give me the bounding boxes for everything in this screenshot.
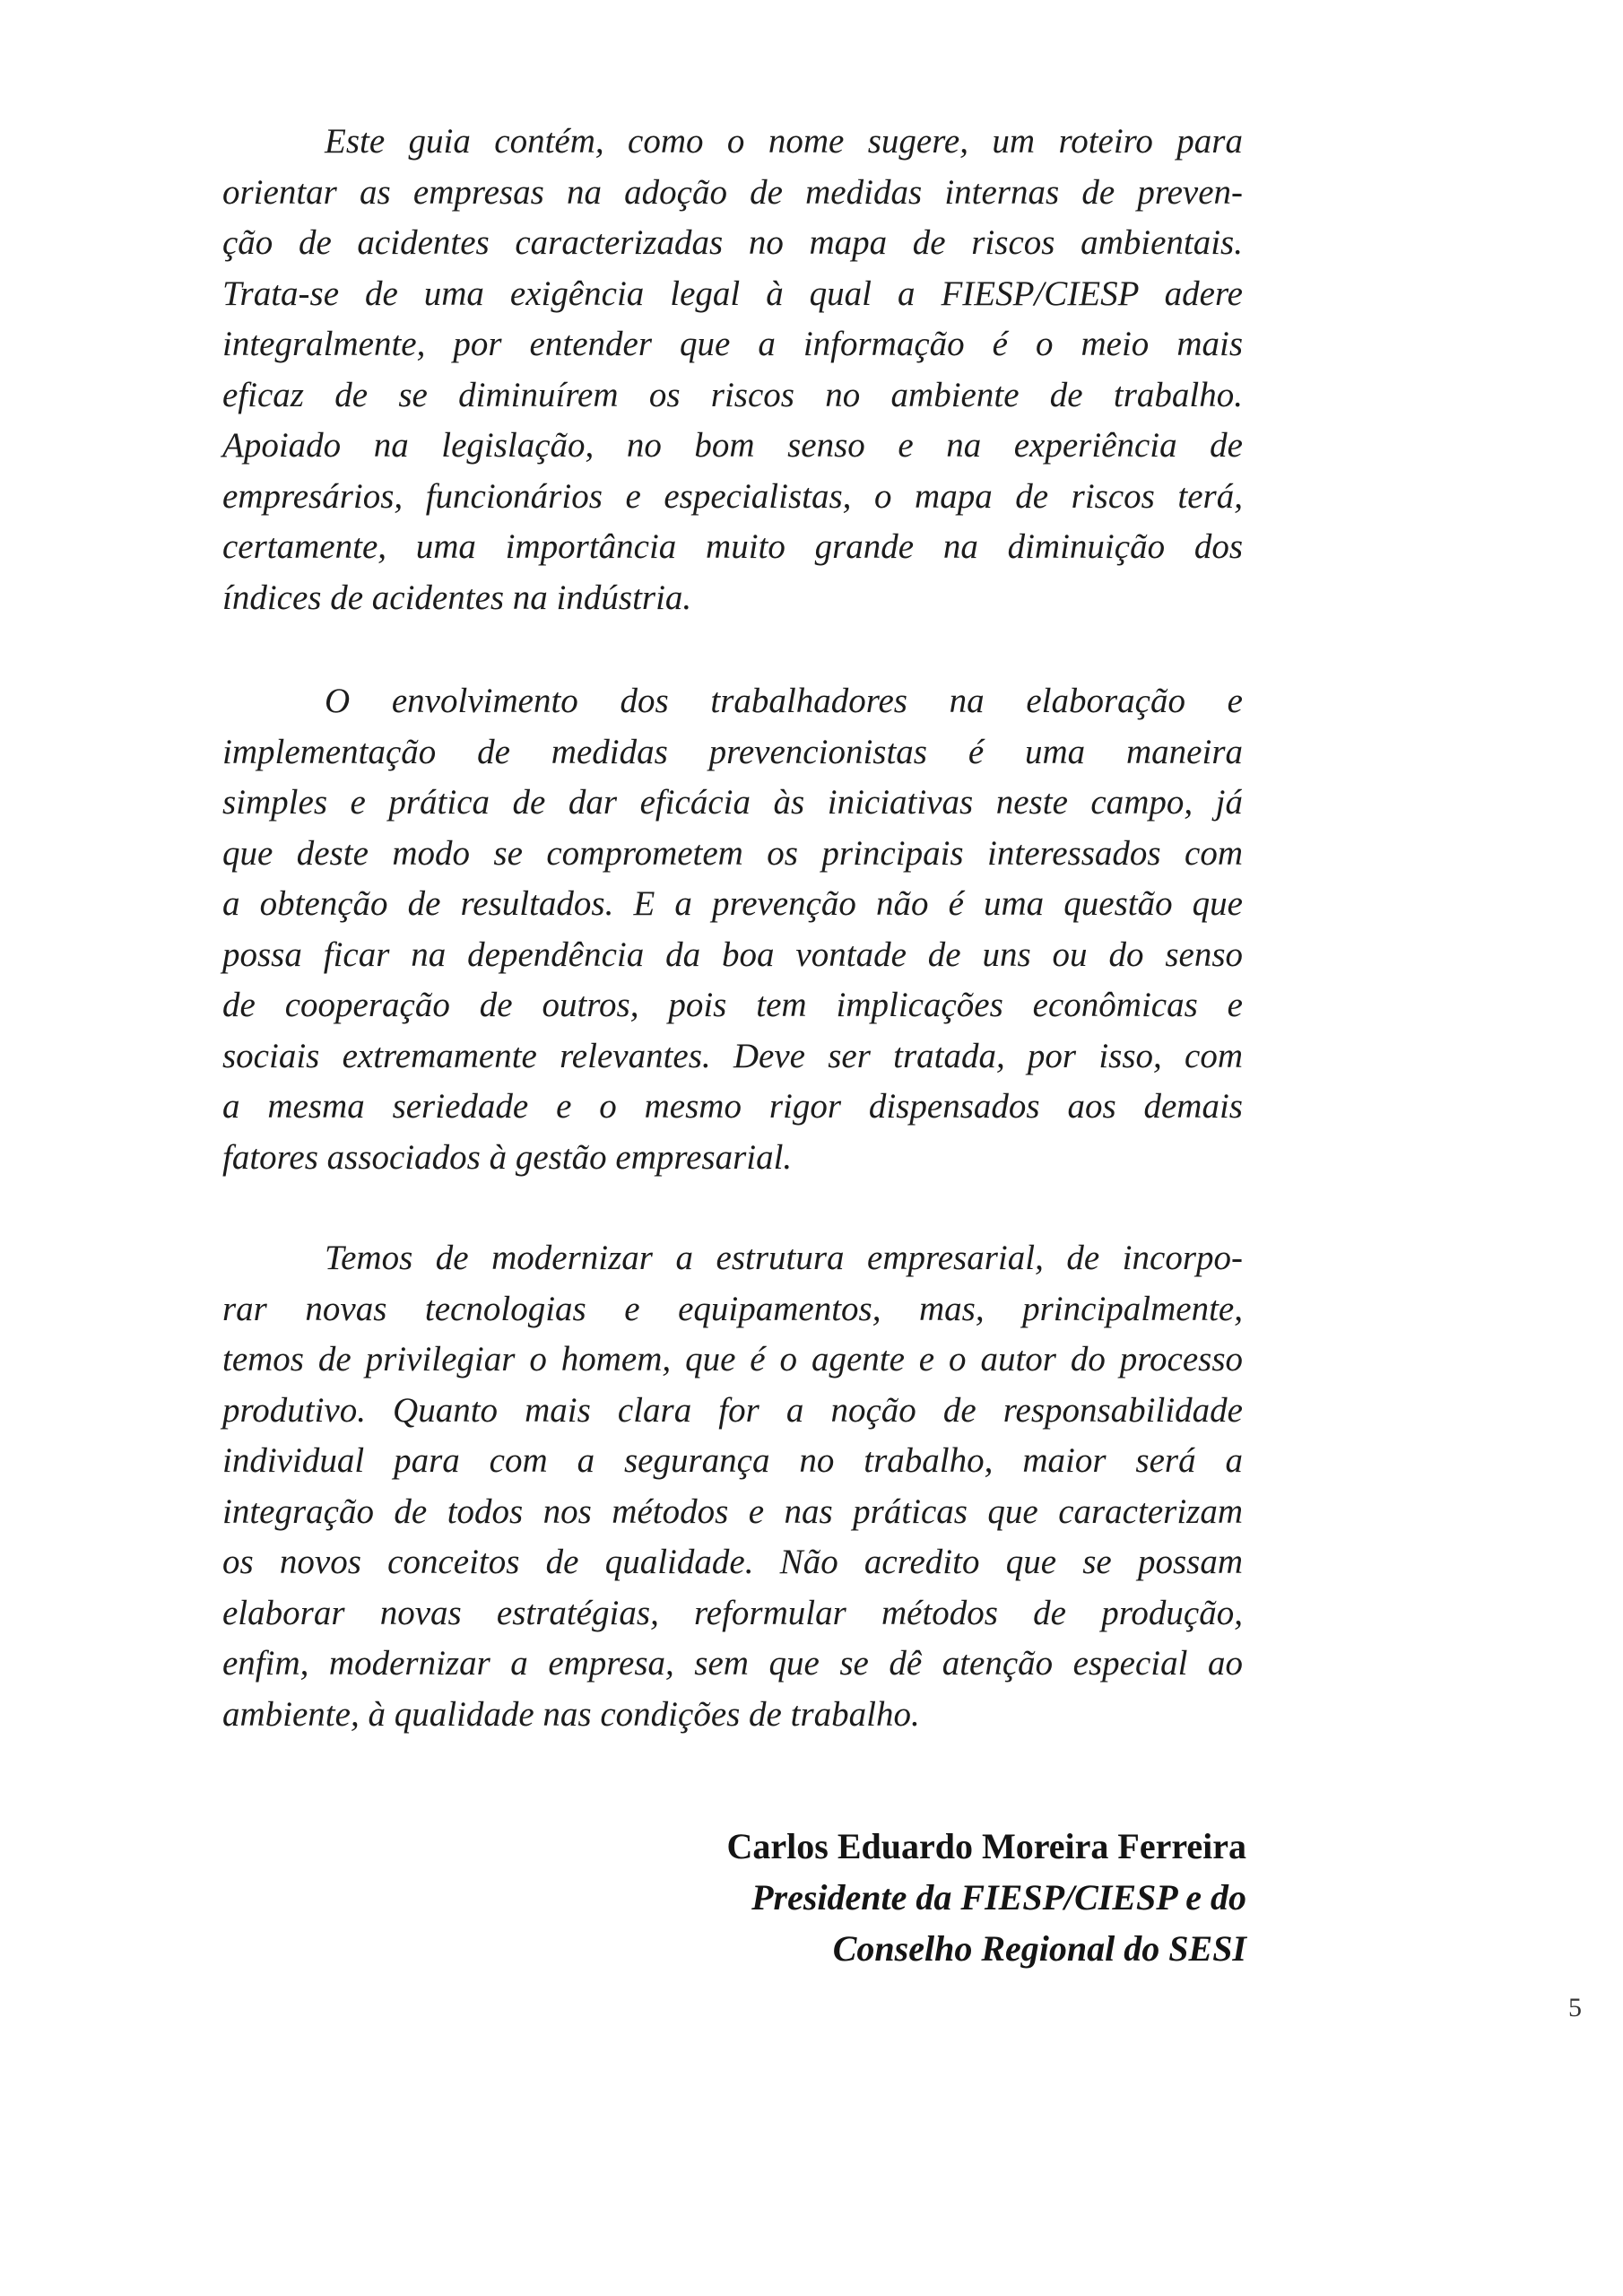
text-line: certamente, uma importância muito grande na diminuição dos [222, 527, 1243, 566]
text-line: sociais extremamente relevantes. Deve ser tratada, por isso, com [222, 1036, 1243, 1075]
text-line: implementação de medidas prevencionistas é uma maneira [222, 732, 1243, 771]
text-line: de cooperação de outros, pois tem implicações econômicas e [222, 986, 1243, 1024]
text-line: possa ficar na dependência da boa vontade de uns ou do senso [222, 935, 1243, 974]
text-line: índices de acidentes na indústria. [222, 578, 692, 617]
text-line: rar novas tecnologias e equipamentos, mas, principalmente, [222, 1289, 1243, 1328]
text-line: Este guia contém, como o nome sugere, um roteiro para [325, 122, 1243, 161]
text-line: O envolvimento dos trabalhadores na elaboração e [325, 682, 1243, 720]
paragraph-modernization [222, 1233, 1243, 1740]
paragraph-workers-involvement [222, 676, 1243, 1183]
text-line: elaborar novas estratégias, reformular métodos de produção, [222, 1593, 1243, 1632]
text-line: eficaz de se diminuírem os riscos no ambiente de trabalho. [222, 375, 1243, 414]
text-line: a obtenção de resultados. E a prevenção não é uma questão que [222, 884, 1243, 923]
text-line: individual para com a segurança no trabalho, maior será a [222, 1441, 1243, 1480]
text-line: fatores associados à gestão empresarial. [222, 1137, 793, 1177]
signatory-organization: Conselho Regional do SESI [832, 1928, 1246, 1969]
signatory-name: Carlos Eduardo Moreira Ferreira [726, 1826, 1246, 1866]
text-line: que deste modo se comprometem os principais interessados com [222, 833, 1243, 873]
signatory-title: Presidente da FIESP/CIESP e do [751, 1877, 1246, 1918]
text-line: integração de todos nos métodos e nas práticas que caracterizam [222, 1492, 1243, 1531]
text-line: produtivo. Quanto mais clara for a noção de responsabilidade [222, 1390, 1243, 1430]
text-line: Apoiado na legislação, no bom senso e na experiência de [222, 426, 1243, 465]
text-line: ção de acidentes caracterizadas no mapa de riscos ambientais. [222, 223, 1243, 262]
text-line: enfim, modernizar a empresa, sem que se dê atenção especial ao [222, 1644, 1243, 1683]
text-line: integralmente, por entender que a informação é o meio mais [222, 325, 1243, 363]
text-line: empresários, funcionários e especialistas, o mapa de riscos terá, [222, 476, 1243, 516]
signature-block [727, 1821, 1247, 1974]
text-line: os novos conceitos de qualidade. Não acredito que se possam [222, 1543, 1243, 1581]
text-line: Temos de modernizar a estrutura empresarial, de incorpo- [325, 1239, 1243, 1277]
paragraph-intro [222, 117, 1243, 623]
text-line: ambiente, à qualidade nas condições de trabalho. [222, 1694, 920, 1734]
page-number: 5 [1568, 1993, 1582, 2022]
text-line: temos de privilegiar o homem, que é o agente e o autor do processo [222, 1340, 1243, 1378]
text-line: Trata-se de uma exigência legal à qual a FIESP/CIESP adere [222, 274, 1243, 313]
text-line: a mesma seriedade e o mesmo rigor dispensados aos demais [222, 1087, 1243, 1126]
text-line: simples e prática de dar eficácia às iniciativas neste campo, já [222, 783, 1243, 822]
text-line: orientar as empresas na adoção de medidas internas de preven- [222, 172, 1243, 212]
